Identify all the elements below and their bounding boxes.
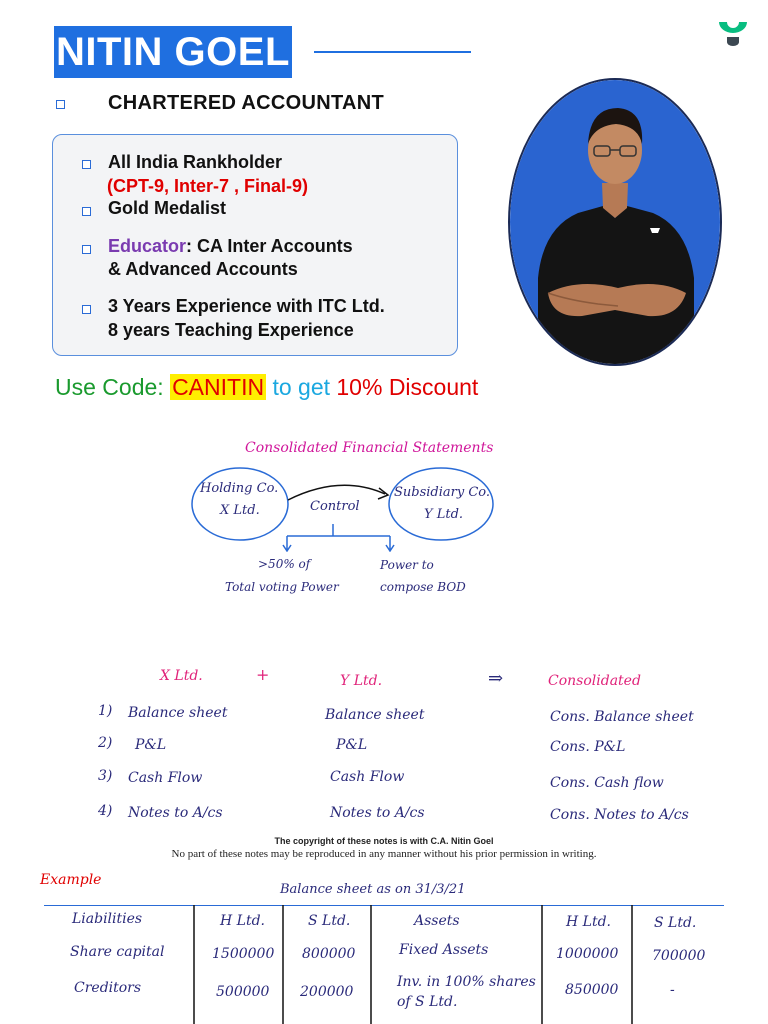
row1-c: Cons. Balance sheet xyxy=(550,709,694,725)
promo-use-code: Use Code: xyxy=(55,374,164,400)
author-portrait xyxy=(508,78,722,366)
comparison-col1: X Ltd. xyxy=(160,668,203,684)
cell-r1-c5: 1000000 xyxy=(556,946,619,962)
author-title: CHARTERED ACCOUNTANT xyxy=(108,92,384,114)
promo-discount: 10% Discount xyxy=(336,374,479,400)
author-name: NITIN GOEL xyxy=(54,26,292,78)
copyright-line2: No part of these notes may be reproduced in any manner without his prior permission in writing. xyxy=(171,848,597,860)
cell-r2-c1: Creditors xyxy=(74,980,142,996)
header-underline xyxy=(314,51,471,53)
holding-line2: X Ltd. xyxy=(220,503,260,518)
educator-text: : CA Inter Accounts xyxy=(186,236,353,256)
logo-icon xyxy=(718,20,748,46)
cell-r1-c4: Fixed Assets xyxy=(399,942,489,958)
diagram-heading: Consolidated Financial Statements xyxy=(245,440,494,456)
promo-code: CANITIN xyxy=(172,374,265,400)
row4-num: 4) xyxy=(98,803,113,819)
branch1-line2: Total voting Power xyxy=(225,580,339,594)
row2-num: 2) xyxy=(98,735,113,751)
promo-to-get: to get xyxy=(272,374,330,400)
branch2-line2: compose BOD xyxy=(380,580,466,594)
row4-b: Notes to A/cs xyxy=(330,805,425,821)
cell-r1-c1: Share capital xyxy=(70,944,165,960)
row2-b: P&L xyxy=(336,737,368,753)
th-h-ltd-1: H Ltd. xyxy=(220,913,265,929)
row1-a: Balance sheet xyxy=(128,705,228,721)
cell-r1-c6: 700000 xyxy=(652,948,706,964)
comparison-arrow: ⇒ xyxy=(488,668,504,689)
holding-line1: Holding Co. xyxy=(200,481,279,496)
control-arrow xyxy=(288,485,385,500)
example-label: Example xyxy=(40,872,102,888)
cell-r2-c5: 850000 xyxy=(565,982,619,998)
cell-r1-c3: 800000 xyxy=(302,946,356,962)
cell-r2-c4: Inv. in 100% shares of S Ltd. xyxy=(397,974,536,1010)
experience-1: 3 Years Experience with ITC Ltd. xyxy=(108,296,385,316)
square-bullet-icon xyxy=(82,160,91,169)
educator-label: Educator xyxy=(108,236,187,256)
promo-line xyxy=(55,374,478,401)
branch2-line1: Power to xyxy=(380,558,434,572)
row3-c: Cons. Cash flow xyxy=(550,775,664,791)
th-s-ltd-1: S Ltd. xyxy=(308,913,351,929)
rank-label: All India Rankholder xyxy=(108,152,283,172)
gold-medal: Gold Medalist xyxy=(108,198,227,218)
square-bullet-icon xyxy=(56,100,65,109)
row2-a: P&L xyxy=(135,737,167,753)
row2-c: Cons. P&L xyxy=(550,739,626,755)
th-s-ltd-2: S Ltd. xyxy=(654,915,697,931)
example-table-title: Balance sheet as on 31/3/21 xyxy=(280,882,466,897)
educator-text-2: & Advanced Accounts xyxy=(108,259,298,279)
row1-b: Balance sheet xyxy=(325,707,425,723)
educator-line xyxy=(108,235,353,258)
comparison-plus: + xyxy=(256,665,270,684)
control-label: Control xyxy=(310,499,360,514)
row3-a: Cash Flow xyxy=(128,770,203,786)
comparison-col3: Consolidated xyxy=(548,673,641,689)
rank-detail: (CPT-9, Inter-7 , Final-9) xyxy=(107,176,309,196)
th-h-ltd-2: H Ltd. xyxy=(566,914,611,930)
square-bullet-icon xyxy=(82,245,91,254)
row4-c: Cons. Notes to A/cs xyxy=(550,807,689,823)
experience-2: 8 years Teaching Experience xyxy=(108,320,354,340)
th-liabilities: Liabilities xyxy=(72,911,143,927)
branch1-line1: >50% of xyxy=(258,557,311,571)
subsidiary-line2: Y Ltd. xyxy=(424,507,464,522)
row3-b: Cash Flow xyxy=(330,769,405,785)
balance-sheet-grid xyxy=(44,905,724,1024)
row1-num: 1) xyxy=(98,703,113,719)
cell-r1-c2: 1500000 xyxy=(212,946,275,962)
cell-r2-c6: - xyxy=(670,982,675,998)
cell-r2-c3: 200000 xyxy=(300,984,354,1000)
row3-num: 3) xyxy=(98,768,113,784)
square-bullet-icon xyxy=(82,305,91,314)
cell-r2-c2: 500000 xyxy=(216,984,270,1000)
subsidiary-ellipse xyxy=(389,468,493,540)
copyright-line1: The copyright of these notes is with C.A. Nitin Goel xyxy=(274,836,494,846)
comparison-col2: Y Ltd. xyxy=(340,673,383,689)
row4-a: Notes to A/cs xyxy=(128,805,223,821)
subsidiary-line1: Subsidiary Co. xyxy=(394,485,491,500)
th-assets: Assets xyxy=(414,913,460,929)
square-bullet-icon xyxy=(82,207,91,216)
